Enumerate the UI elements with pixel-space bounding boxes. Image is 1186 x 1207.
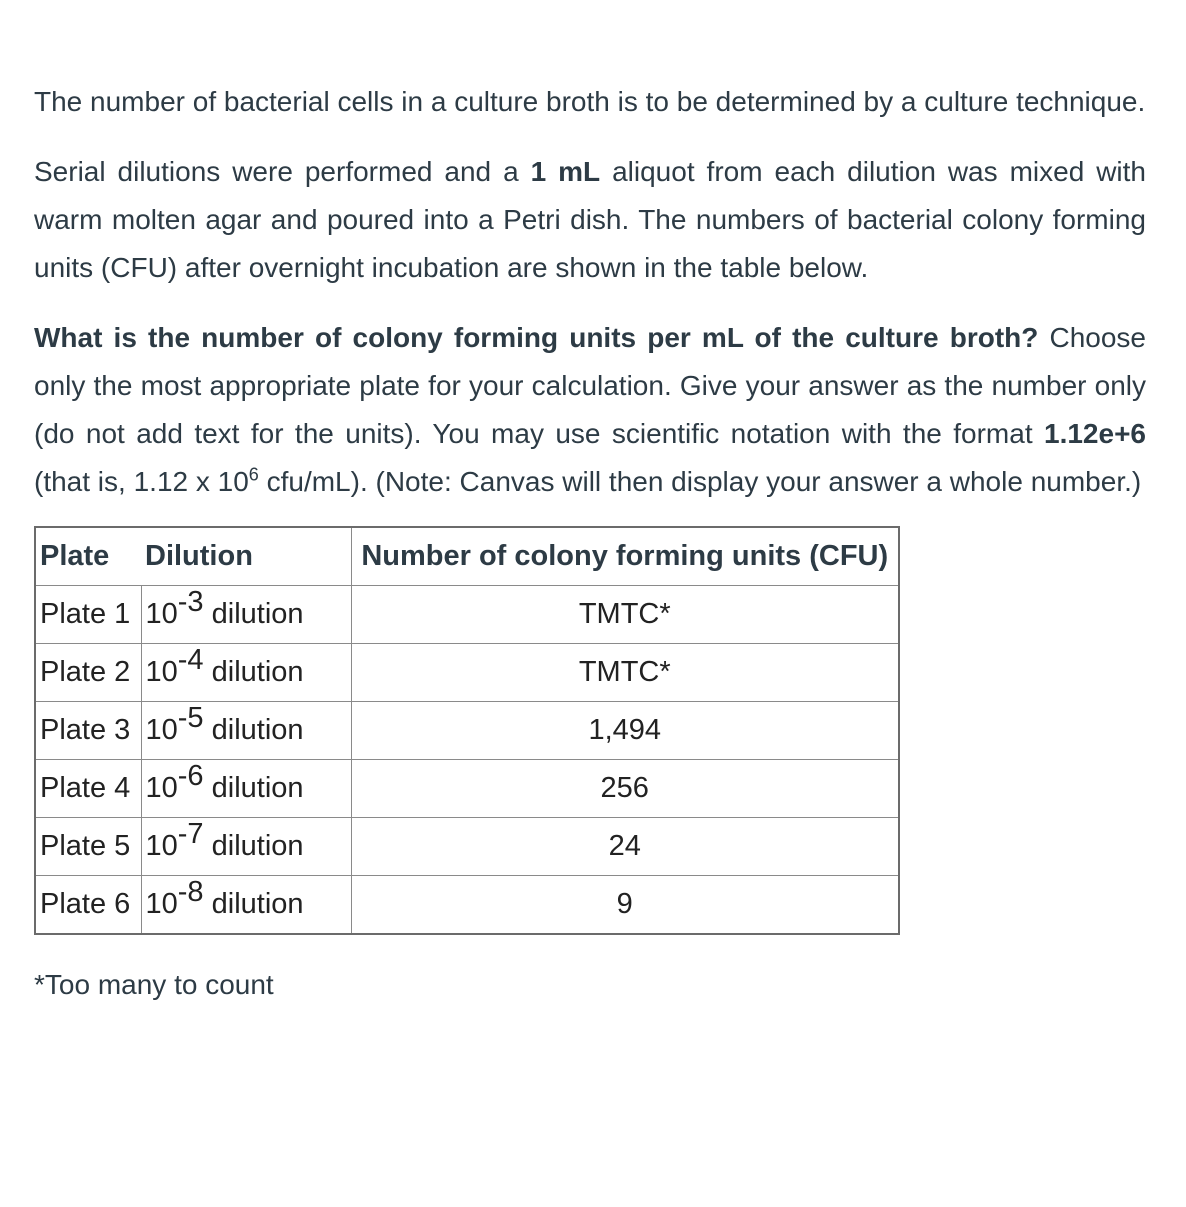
plate-cell: Plate 6 bbox=[35, 876, 141, 935]
table-header-row bbox=[35, 527, 899, 586]
footnote: *Too many to count bbox=[34, 969, 274, 1000]
cfu-table bbox=[34, 526, 900, 935]
cfu-cell: 24 bbox=[351, 818, 899, 876]
intro-paragraph: The number of bacterial cells in a culture broth is to be determined by a culture technique. bbox=[34, 86, 1146, 117]
dilution-suffix: dilution bbox=[211, 714, 304, 746]
cfu-cell: 256 bbox=[351, 760, 899, 818]
dilution-exponent: -3 bbox=[177, 586, 204, 618]
method-text-a: Serial dilutions were performed and a bbox=[34, 156, 531, 187]
method-text-b: aliquot from each dilution was mixed with warm molten agar and poured into a Petri dish. The numbers of bacterial colony forming units (CFU) after overnight incubation are shown in the table below. bbox=[34, 156, 1147, 283]
dilution-suffix: dilution bbox=[211, 888, 304, 920]
dilution-suffix: dilution bbox=[211, 830, 304, 862]
dilution-exponent: -8 bbox=[177, 876, 204, 908]
dilution-base: 10 bbox=[145, 598, 178, 630]
dilution-suffix: dilution bbox=[211, 598, 304, 630]
dilution-cell bbox=[141, 818, 351, 876]
prompt-text-a: Choose only the most appropriate plate for your calculation. Give your answer as the number only (do not add text for the units). You may use scientific notation with the format bbox=[34, 322, 1146, 449]
dilution-exponent: -7 bbox=[177, 818, 204, 850]
method-paragraph bbox=[34, 148, 1146, 292]
dilution-exponent: -6 bbox=[177, 760, 204, 792]
dilution-base: 10 bbox=[145, 830, 178, 862]
dilution-exponent: -4 bbox=[177, 644, 204, 676]
cfu-cell: TMTC* bbox=[351, 644, 899, 702]
plate-cell: Plate 5 bbox=[35, 818, 141, 876]
volume-bold: 1 mL bbox=[530, 156, 601, 187]
dilution-cell bbox=[141, 586, 351, 644]
plate-cell: Plate 1 bbox=[35, 586, 141, 644]
plate-cell: Plate 3 bbox=[35, 702, 141, 760]
table-row bbox=[35, 644, 899, 702]
table-row bbox=[35, 876, 899, 935]
cfu-cell: 9 bbox=[351, 876, 899, 935]
header-cfu: Number of colony forming units (CFU) bbox=[351, 527, 899, 586]
cfu-cell: TMTC* bbox=[351, 586, 899, 644]
table-row bbox=[35, 818, 899, 876]
dilution-suffix: dilution bbox=[211, 772, 304, 804]
cfu-cell: 1,494 bbox=[351, 702, 899, 760]
dilution-exponent: -5 bbox=[177, 702, 204, 734]
dilution-cell bbox=[141, 644, 351, 702]
dilution-base: 10 bbox=[145, 888, 178, 920]
plate-cell: Plate 4 bbox=[35, 760, 141, 818]
dilution-cell bbox=[141, 702, 351, 760]
dilution-base: 10 bbox=[145, 656, 178, 688]
exponent-sup: 6 bbox=[248, 464, 259, 485]
dilution-cell bbox=[141, 876, 351, 935]
format-example-bold: 1.12e+6 bbox=[1044, 418, 1146, 449]
prompt-paragraph bbox=[34, 314, 1146, 506]
dilution-suffix: dilution bbox=[211, 656, 304, 688]
prompt-text-c: cfu/mL). (Note: Canvas will then display your answer a whole number.) bbox=[258, 466, 1142, 497]
question-content bbox=[34, 78, 1146, 1005]
table-row bbox=[35, 760, 899, 818]
dilution-base: 10 bbox=[145, 772, 178, 804]
question-prompt-bold: What is the number of colony forming units per mL of the culture broth? bbox=[34, 322, 1039, 353]
table-row bbox=[35, 586, 899, 644]
header-dilution: Dilution bbox=[141, 527, 351, 586]
prompt-text-b: (that is, 1.12 x 10 bbox=[34, 466, 249, 497]
plate-cell: Plate 2 bbox=[35, 644, 141, 702]
table-row bbox=[35, 702, 899, 760]
dilution-cell bbox=[141, 760, 351, 818]
dilution-base: 10 bbox=[145, 714, 178, 746]
header-plate: Plate bbox=[35, 527, 141, 586]
